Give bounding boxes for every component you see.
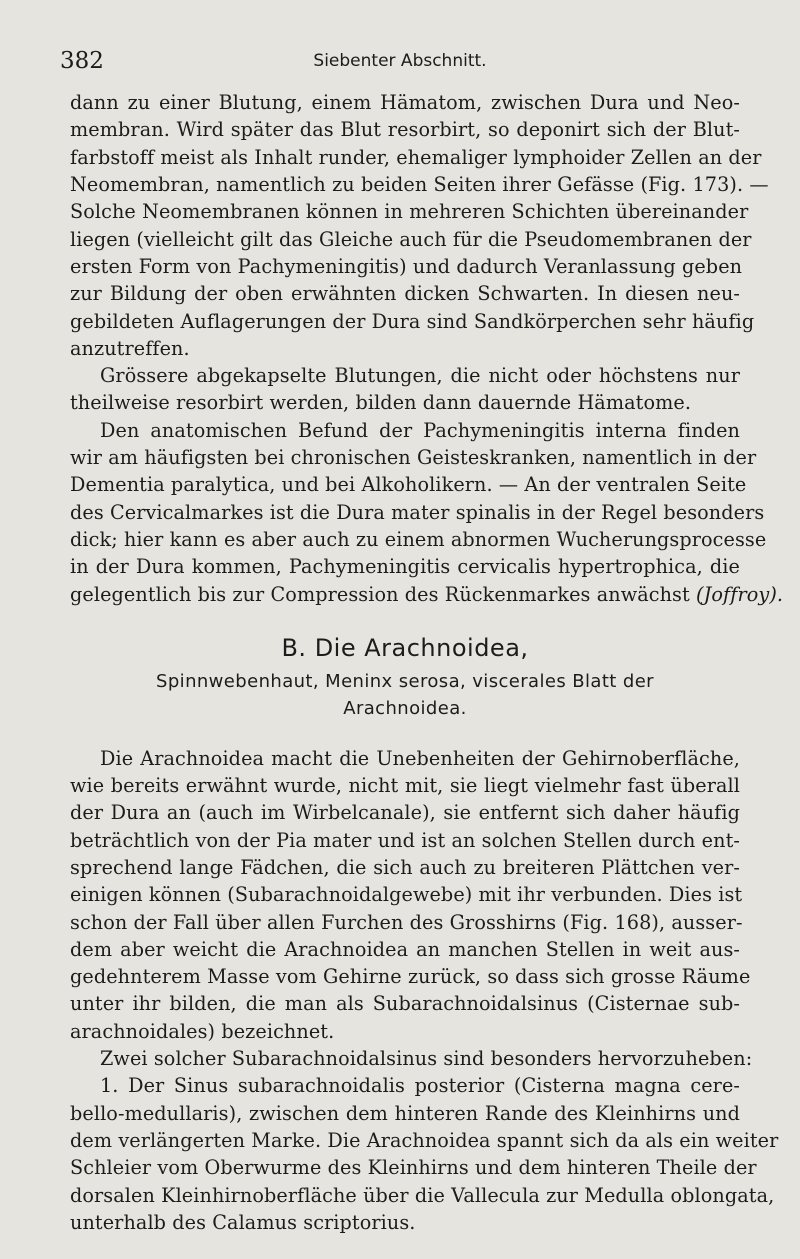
text-line: farbstoff meist als Inhalt runder, ehemaliger lymphoider Zellen an der <box>70 145 762 169</box>
text-line: zur Bildung der oben erwähnten dicken Schwarten. In diesen neu- <box>70 282 740 306</box>
text-line: wie bereits erwähnt wurde, nicht mit, sie liegt vielmehr fast überall <box>70 773 740 797</box>
text-line: wir am häufigsten bei chronischen Geisteskranken, namentlich in der <box>70 446 757 470</box>
text-line: dorsalen Kleinhirnoberfläche über die Vallecula zur Medulla oblongata, <box>70 1183 775 1207</box>
text-line: unterhalb des Calamus scriptorius. <box>70 1211 416 1234</box>
text-line: in der Dura kommen, Pachymeningitis cervicalis hypertrophica, die <box>70 555 740 579</box>
text-line: theilweise resorbirt werden, bilden dann dauernde Hämatome. <box>70 391 692 415</box>
text-line: Die Arachnoidea macht die Unebenheiten der Gehirnoberfläche, <box>100 746 740 770</box>
text-line: dick; hier kann es aber auch zu einem abnormen Wucherungsprocesse <box>70 528 767 552</box>
text-line: beträchtlich von der Pia mater und ist an solchen Stellen durch ent- <box>70 828 740 852</box>
text-line: dann zu einer Blutung, einem Hämatom, zwischen Dura und Neo- <box>70 91 740 114</box>
section-subheading: Arachnoidea. <box>343 698 467 720</box>
text-line: Schleier vom Oberwurme des Kleinhirns und dem hinteren Theile der <box>70 1156 757 1180</box>
text-line: gedehnterem Masse vom Gehirne zurück, so dass sich grosse Räume <box>70 965 751 989</box>
text-line: Grössere abgekapselte Blutungen, die nicht oder höchstens nur <box>100 364 740 388</box>
page-header <box>60 48 740 74</box>
text-line: ersten Form von Pachymeningitis) und dadurch Veranlassung geben <box>70 254 743 278</box>
text-line: Dementia paralytica, und bei Alkoholikern. — An der ventralen Seite <box>70 473 747 497</box>
text-line: Den anatomischen Befund der Pachymeningitis interna finden <box>100 418 740 442</box>
text-line: der Dura an (auch im Wirbelcanale), sie entfernt sich daher häufig <box>70 801 740 825</box>
text-line: membran. Wird später das Blut resorbirt, so deponirt sich der Blut- <box>70 118 740 142</box>
page-number: 382 <box>60 48 104 74</box>
text-line: unter ihr bilden, die man als Subarachnoidalsinus (Cisternae sub- <box>70 992 740 1016</box>
text-line: schon der Fall über allen Furchen des Grosshirns (Fig. 168), ausser- <box>70 910 743 934</box>
text-line: des Cervicalmarkes ist die Dura mater spinalis in der Regel besonders <box>70 500 765 524</box>
text-line: Solche Neomembranen können in mehreren Schichten übereinander <box>70 200 749 224</box>
text-line: sprechend lange Fädchen, die sich auch zu breiteren Plättchen ver- <box>70 855 740 879</box>
text-line: dem verlängerten Marke. Die Arachnoidea spannt sich da als ein weiter <box>70 1129 779 1153</box>
text-line: 1. Der Sinus subarachnoidalis posterior (Cisterna magna cere- <box>100 1074 740 1098</box>
text-line: einigen können (Subarachnoidalgewebe) mit ihr verbunden. Dies ist <box>70 883 743 907</box>
section-subheading: Spinnwebenhaut, Meninx serosa, viscerales Blatt der <box>156 671 654 693</box>
text-line: gebildeten Auflagerungen der Dura sind Sandkörperchen sehr häufig <box>70 309 755 333</box>
text-line: liegen (vielleicht gilt das Gleiche auch für die Pseudomembranen der <box>70 227 752 251</box>
text-span: gelegentlich bis zur Compression des Rückenmarkes anwächst <box>70 582 697 606</box>
section-heading: B. Die Arachnoidea, <box>281 633 529 662</box>
text-line: bello-medullaris), zwischen dem hinteren Rande des Kleinhirns und <box>70 1101 740 1125</box>
running-head: Siebenter Abschnitt. <box>313 51 487 71</box>
text-line <box>70 580 784 610</box>
text-line: arachnoidales) bezeichnet. <box>70 1019 335 1043</box>
author-citation: (Joffroy). <box>696 582 784 606</box>
text-line: dem aber weicht die Arachnoidea an manchen Stellen in weit aus- <box>70 937 740 961</box>
text-line: Zwei solcher Subarachnoidalsinus sind besonders hervorzuheben: <box>100 1047 753 1071</box>
text-line: anzutreffen. <box>70 336 190 360</box>
text-line: Neomembran, namentlich zu beiden Seiten ihrer Gefässe (Fig. 173). — <box>70 172 769 196</box>
